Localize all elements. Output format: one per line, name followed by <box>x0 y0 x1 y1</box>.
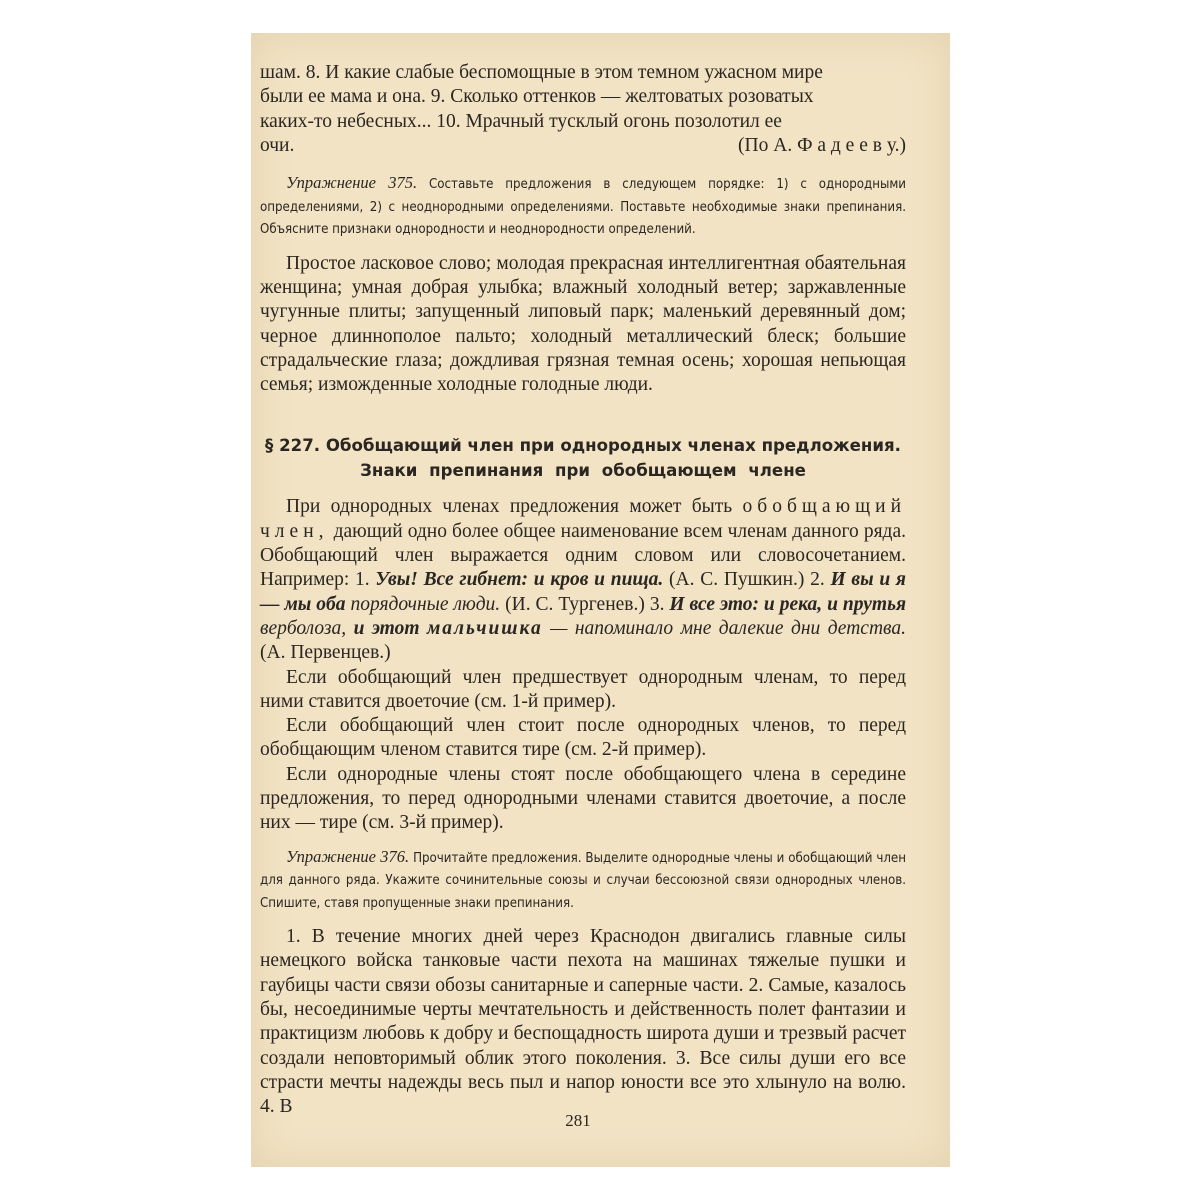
exercise-label: Упражнение 376. <box>286 846 410 866</box>
page-number: 281 <box>565 1111 591 1130</box>
example-2-a: И вы и я — мы оба <box>260 569 906 615</box>
example-1-author: (А. С. Пушкин.) <box>669 569 805 591</box>
example-2-author: (И. С. Тургенев.) <box>505 593 645 615</box>
exercise-body-text: 1. В течение многих дней через Краснодон двигались главные силы немецкого войска танковые части пехота на машинах тяжелые пушки и гаубицы части связи обозы санитарные и саперные части. 2. Самые, казалось бы, несоединимые черты мечтательность и действенность полет фантазии и практицизм любовь к добру и беспощадность широта души и трезвый расчет создали неповторимый облик этого поколения. 3. Все силы души его все страсти мечты надежды весь пыл и напор юности все это хлынуло на волю. 4. В <box>260 926 906 1118</box>
term: обобщающий член, <box>260 496 907 542</box>
text-line: были ее мама и она. 9. Сколько оттенков — желтоватых розоватых <box>260 86 814 108</box>
example-3-c: верболоза, <box>260 617 347 639</box>
exercise-376-task <box>260 846 906 916</box>
book-page <box>251 33 950 1167</box>
example-3-f: — напоминало мне далекие дни детства. <box>550 617 906 639</box>
rule-1: Если обобщающий член предшествует однородным членам, то перед ними ставится двоеточие (см. 1-й пример). <box>260 666 906 712</box>
theory-block <box>260 495 906 835</box>
exercise-375-task <box>260 172 906 242</box>
example-3-author: (А. Первенцев.) <box>260 642 391 664</box>
example-2-b: порядочные люди. <box>350 593 501 615</box>
rule-2: Если обобщающий член стоит после однородных членов, то перед обобщающим членом ставится тире (см. 2-й пример). <box>260 715 906 761</box>
attribution: (По А. Ф а д е е в у.) <box>738 134 906 156</box>
exercise-text: Составьте предложения в следующем порядке: 1) с однородными определениями, 2) с неоднородными определениями. Поставьте необходимые знаки препинания. Объясните признаки однородности и неоднородности определений. <box>260 177 906 238</box>
exercise-text: Прочитайте предложения. Выделите однородные члены и обобщающий член для данного ряда. Укажите сочинительные союзы и случаи бессоюзной связи однородных членов. Спишите, ставя пропущенные знаки препинания. <box>260 850 906 911</box>
text-line <box>260 134 906 158</box>
example-number: 2. <box>810 569 825 591</box>
example-3-b: и прутья <box>827 593 907 615</box>
example-1: Увы! Все гибнет: и кров и пища. <box>375 569 664 591</box>
exercise-label: Упражнение 375. <box>286 173 418 193</box>
rule-3: Если однородные члены стоят после обобщающего члена в середине предложения, то перед однородными членами ставится двоеточие, а после них — тире (см. 3-й пример). <box>260 763 906 834</box>
text-fragment: При однородных членах предложения может быть <box>286 496 733 518</box>
section-heading-line2: Знаки препинания при обобщающем члене <box>360 461 806 481</box>
exercise-376-body <box>260 925 906 1119</box>
text-fragment: очи. <box>260 134 295 156</box>
example-3-d: и этот <box>353 617 420 639</box>
example-3-a: И все это: и река, <box>669 593 823 615</box>
page-content <box>260 61 906 1120</box>
example-3-e: мальчишка <box>426 617 543 639</box>
exercise-375-body <box>260 252 906 398</box>
exercise-body-text: Простое ласковое слово; молодая прекрасная интеллигентная обаятельная женщина; умная добрая улыбка; влажный холодный ветер; заржавленные чугунные плиты; запущенный липовый парк; маленький деревянный дом; черное длиннополое пальто; холодный металлический блеск; большие страдальческие глаза; дождливая грязная темная осень; хорошая непьющая семья; изможденные холодные голодные люди. <box>260 252 906 396</box>
example-number: 3. <box>649 593 665 615</box>
theory-paragraph <box>260 495 906 665</box>
section-heading-line1: § 227. Обобщающий член при однородных членах предложения. <box>265 436 901 456</box>
top-paragraph <box>260 61 906 158</box>
text-line: шам. 8. И какие слабые беспомощные в этом темном ужасном мире <box>260 62 823 83</box>
text-line: каких-то небесных... 10. Мрачный тусклый огонь позолотил ее <box>260 110 782 132</box>
text-fragment: дающий одно более общее наименование всем членам данного ряда. Обобщающий член выражается одним словом или словосочетанием. Например: 1. <box>260 520 907 591</box>
